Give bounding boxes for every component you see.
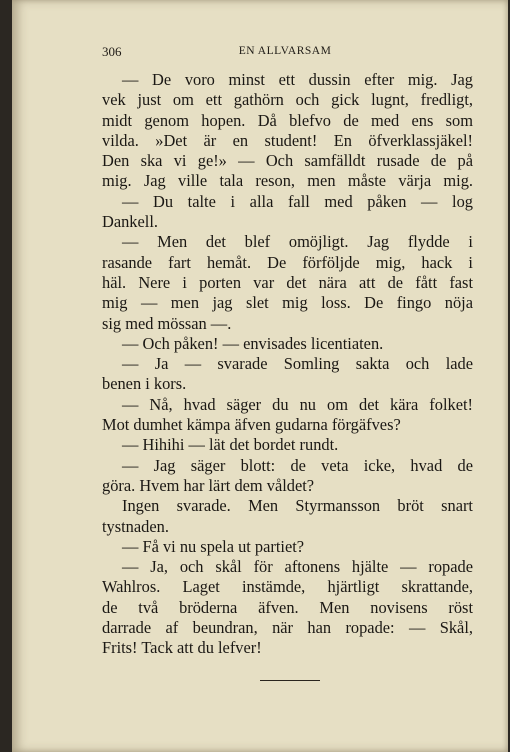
text-line: mig — men jag slet mig loss. De fingo nöja	[102, 293, 473, 313]
page-number: 306	[102, 44, 122, 59]
text-line: — Få vi nu spela ut partiet?	[122, 536, 305, 556]
text-line: rasande fart hemåt. De förföljde mig, hack i	[102, 252, 473, 272]
body-text	[102, 70, 473, 659]
text-line: Dankell.	[102, 212, 158, 232]
text-line: Frits! Tack att du lefver!	[102, 638, 262, 658]
text-line: sig med mössan —.	[102, 313, 232, 333]
text-line: Den ska vi ge!» — Och samfälldt rusade de på	[102, 151, 473, 171]
text-line: Wahlros. Laget instämde, hjärtligt skrattande,	[102, 577, 473, 597]
text-line: — Du talte i alla fall med påken — log	[122, 191, 473, 211]
text-line: midt genom hopen. Då blefvo de med ens som	[102, 110, 473, 130]
text-line: tystnaden.	[102, 516, 169, 536]
text-line: göra. Hvem har lärt dem våldet?	[102, 475, 315, 495]
text-line: — Och påken! — envisades licentiaten.	[122, 333, 384, 353]
text-line: — Ja, och skål för aftonens hjälte — ropade	[122, 557, 473, 577]
text-line: vilda. »Det är en student! En öfverklassjäkel!	[102, 130, 473, 150]
running-title: EN ALLVARSAM	[238, 45, 332, 57]
book-page	[12, 0, 508, 752]
end-rule	[260, 680, 320, 681]
text-line: benen i kors.	[102, 374, 187, 394]
text-line: vek just om ett gathörn och gick lugnt, fredligt,	[102, 90, 473, 110]
text-line: — Nå, hvad säger du nu om det kära folket!	[122, 394, 473, 414]
text-line: — De voro minst ett dussin efter mig. Jag	[122, 70, 473, 89]
text-line: häl. Nere i porten var det nära att de fått fast	[102, 272, 473, 292]
text-line: Mot dumhet kämpa äfven gudarna förgäfves?	[102, 415, 401, 435]
text-line: — Men det blef omöjligt. Jag flydde i	[122, 232, 473, 252]
text-line: — Hihihi — lät det bordet rundt.	[122, 435, 339, 455]
text-line: — Ja — svarade Somling sakta och lade	[122, 354, 473, 374]
text-line: — Jag säger blott: de veta icke, hvad de	[122, 455, 473, 475]
text-line: Ingen svarade. Men Styrmansson bröt snart	[122, 496, 473, 516]
text-line: de två bröderna äfven. Men novisens röst	[102, 597, 473, 617]
text-line: mig. Jag ville tala reson, men måste värja mig.	[102, 171, 473, 191]
page-header	[102, 44, 468, 64]
text-line: darrade af beundran, när han ropade: — Skål,	[102, 618, 473, 638]
